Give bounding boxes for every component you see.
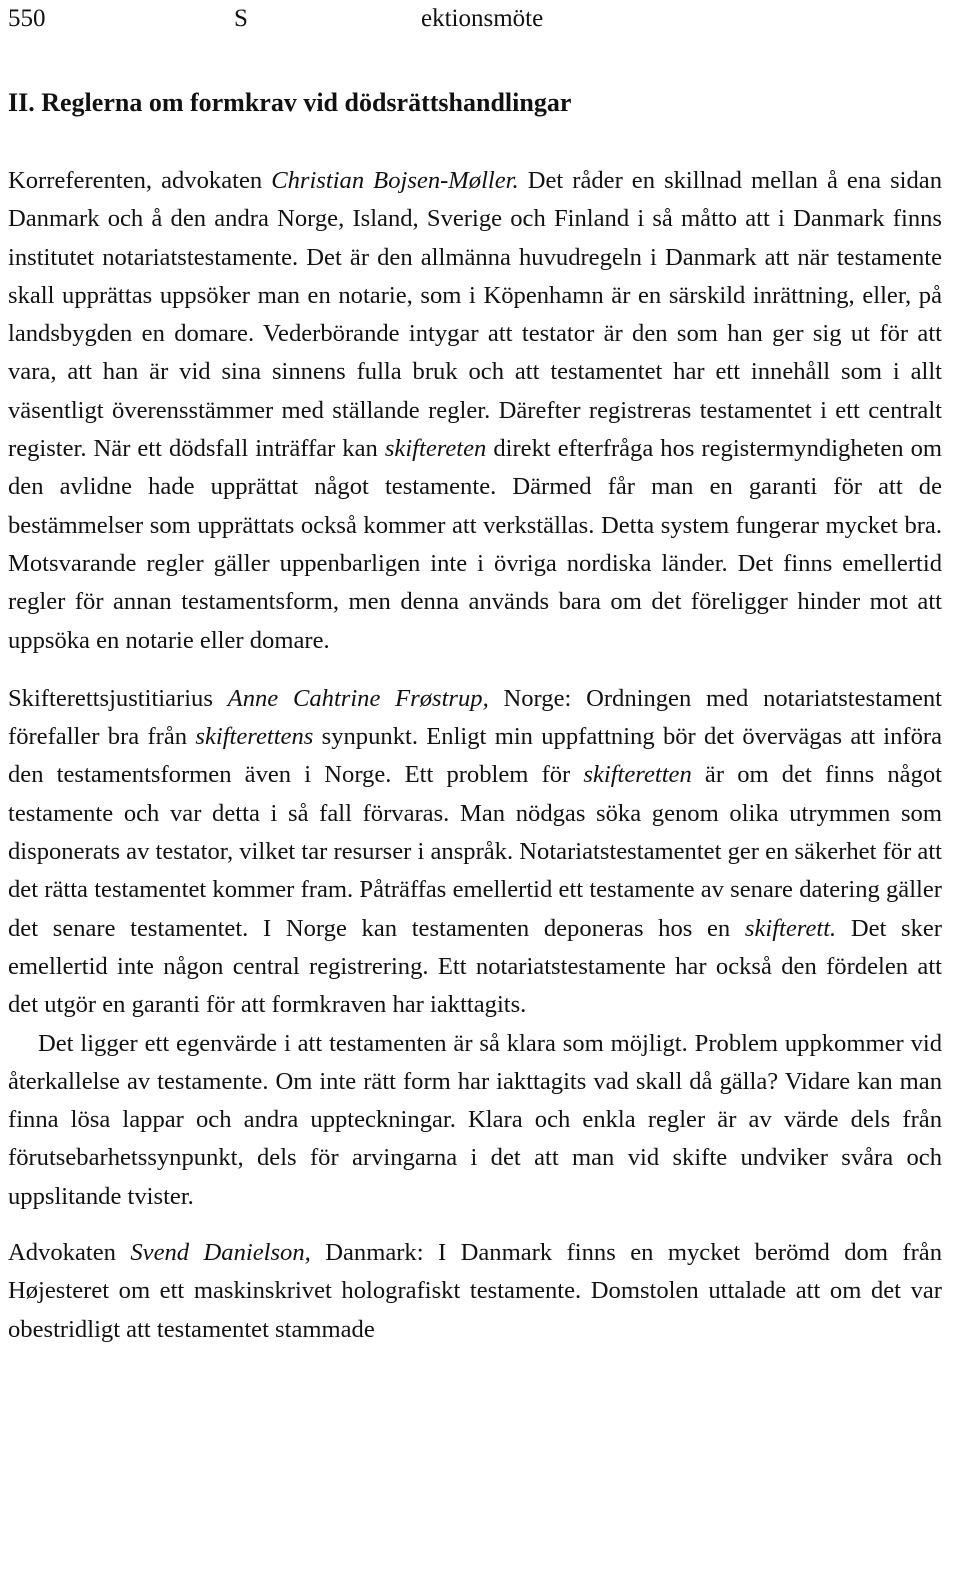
term-skifteretten: skifteretten bbox=[583, 761, 692, 789]
p2-text-4: är om det finns något testamente och var detta i så fall förvaras. Man nödgas söka genom olika utrymmen som disponerats av testator, vilket tar resurser i anspråk. Notariatstestamentet ger en säkerhet för att det rätta testamentet kommer fram. Påträffas emellertid ett testamente av senare datering gäller det senare testamentet. I Norge kan testamenten deponeras hos en bbox=[8, 761, 942, 942]
term-skifterettens: skifterettens bbox=[195, 723, 314, 751]
page-number: 550 bbox=[8, 5, 46, 32]
paragraph-egenvarde bbox=[8, 1025, 942, 1216]
section-heading: II. Reglerna om formkrav vid dödsrättshandlingar bbox=[8, 88, 572, 117]
speaker-name-frostrup: Anne Cahtrine Frøstrup, bbox=[227, 684, 489, 712]
p1-text-2: Det råder en skillnad mellan å ena sidan Danmark och å den andra Norge, Island, Sverige och Finland i så måtto att i Danmark finns institutet notariatstestamente. Det är den allmänna huvudregeln i Danmark att när testamente skall upprättas uppsöker man en notarie, som i Köpenhamn är en särskild inrättning, eller, på landsbygden en domare. Vederbörande intygar att testator är den som han ger sig ut för att vara, att han är vid sina sinnens fulla bruk och att testamentet har ett innehåll som i allt väsentligt överensstämmer med ställande regler. Därefter registreras testamentet i ett centralt register. När ett dödsfall inträffar kan bbox=[8, 167, 942, 463]
term-skiftereten: skiftereten bbox=[384, 435, 487, 463]
p3-text-1: Det ligger ett egenvärde i att testamenten är så klara som möjligt. Problem uppkommer vid återkallelse av testamente. Om inte rätt form har iakttagits vad skall då gälla? Vidare kan man finna lösa lappar och andra uppteckningar. Klara och enkla regler är av värde dels från förutsebarhetssynpunkt, dels för arvingarna i det att man vid skifte undviker svåra och uppslitande tvister. bbox=[8, 1029, 942, 1210]
p4-text-1: Advokaten bbox=[8, 1239, 131, 1267]
p2-text-3: synpunkt. Enligt min uppfattning bör det övervägas att införa den testamentsformen även i Norge. Ett problem för bbox=[8, 723, 942, 789]
running-header-initial: S bbox=[234, 5, 248, 32]
running-header bbox=[8, 0, 942, 38]
running-header-title: ektionsmöte bbox=[421, 5, 544, 32]
p2-text-2: Norge: Ordningen med notariatstestament förefaller bra från bbox=[8, 684, 943, 751]
paragraph-danielson bbox=[8, 1234, 942, 1349]
p4-text-2: Danmark: I Danmark finns en mycket berömd dom från Højesteret om ett maskinskrivet holografiskt testamente. Domstolen uttalade att om det var obestridligt att testamentet stammade bbox=[8, 1239, 943, 1343]
speaker-name-danielson: Svend Danielson, bbox=[130, 1239, 311, 1267]
term-skifterett: skifterett. bbox=[744, 914, 837, 942]
p2-text-5: Det sker emellertid inte någon central registrering. Ett notariatstestamente har också den fördelen att det utgör en garanti för att formkraven har iakttagits. bbox=[8, 914, 942, 1019]
p1-text-1: Korreferenten, advokaten bbox=[8, 167, 272, 194]
p2-text-1: Skifterettsjustitiarius bbox=[8, 684, 228, 712]
p1-text-3: direkt efterfråga hos registermyndigheten om den avlidne hade upprättat något testamente. Därmed får man en garanti för att de bestämmelser som upprättats också kommer att verkställas. Detta system fungerar mycket bra. Motsvarande regler gäller uppenbarligen inte i övriga nordiska länder. Det finns emellertid regler för annan testamentsform, men denna används bara om det föreligger hinder mot att uppsöka en notarie eller domare. bbox=[8, 435, 943, 654]
speaker-name-bojsen-moller: Christian Bojsen-Møller. bbox=[271, 167, 519, 194]
paragraph-frostrup bbox=[8, 680, 942, 1025]
paragraph-korreferenten bbox=[8, 162, 942, 660]
